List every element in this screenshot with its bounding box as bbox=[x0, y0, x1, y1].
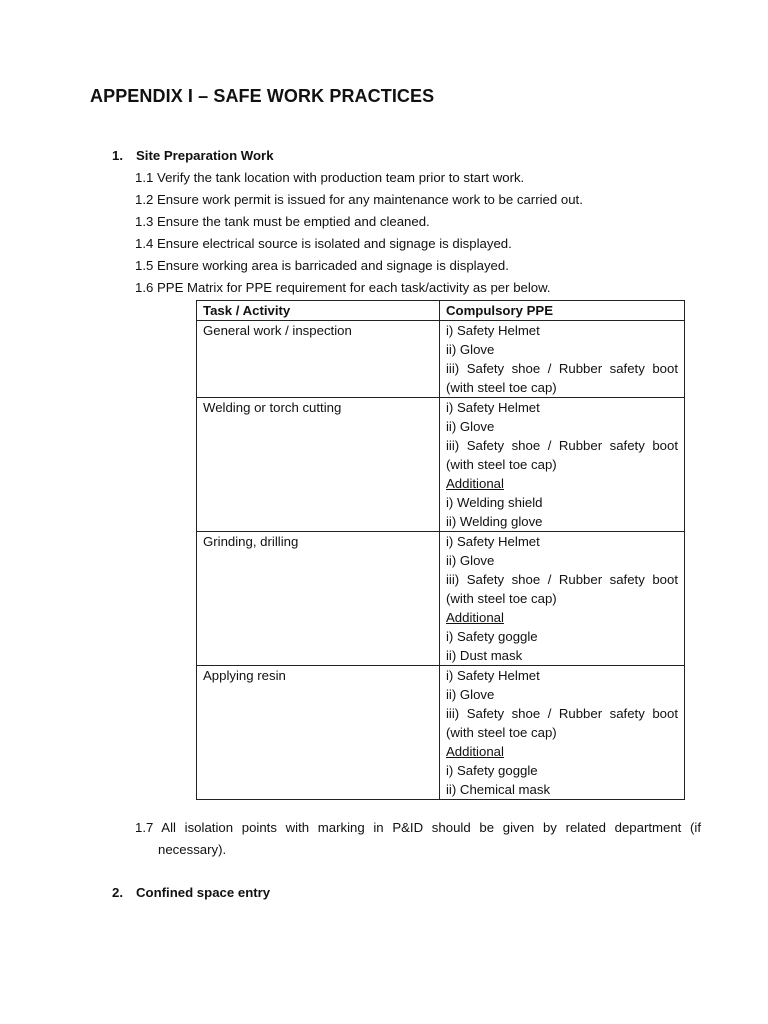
list-item-1-4: 1.4 Ensure electrical source is isolated and signage is displayed. bbox=[135, 236, 512, 251]
section-heading-confined-space bbox=[112, 885, 270, 900]
ppe-item: ii) Glove bbox=[446, 687, 495, 702]
section-heading-text: Site Preparation Work bbox=[136, 148, 274, 163]
additional-ppe-item: ii) Dust mask bbox=[446, 648, 523, 663]
task-cell: General work / inspection bbox=[197, 321, 440, 398]
additional-ppe-item: i) Welding shield bbox=[446, 495, 543, 510]
table-row bbox=[197, 666, 685, 800]
table-row bbox=[197, 532, 685, 666]
column-header-ppe: Compulsory PPE bbox=[440, 301, 685, 321]
column-header-task: Task / Activity bbox=[197, 301, 440, 321]
task-cell: Welding or torch cutting bbox=[197, 398, 440, 532]
ppe-item: iii) Safety shoe / Rubber safety boot bbox=[446, 706, 678, 721]
additional-label: Additional bbox=[446, 476, 504, 491]
ppe-cell bbox=[440, 532, 685, 666]
additional-label: Additional bbox=[446, 744, 504, 759]
table-header-row bbox=[197, 301, 685, 321]
ppe-item: (with steel toe cap) bbox=[446, 591, 557, 606]
ppe-item: ii) Glove bbox=[446, 553, 495, 568]
list-item-1-5: 1.5 Ensure working area is barricaded and signage is displayed. bbox=[135, 258, 509, 273]
ppe-item: ii) Glove bbox=[446, 419, 495, 434]
ppe-item: iii) Safety shoe / Rubber safety boot bbox=[446, 572, 678, 587]
section-number: 1. bbox=[112, 148, 123, 163]
page-title: APPENDIX I – SAFE WORK PRACTICES bbox=[90, 86, 435, 106]
list-item-1-7: 1.7 All isolation points with marking in P&ID should be given by related department (if necessary). bbox=[135, 820, 701, 857]
ppe-cell bbox=[440, 398, 685, 532]
section-number: 2. bbox=[112, 885, 123, 900]
ppe-matrix-table bbox=[196, 300, 685, 800]
additional-ppe-item: ii) Chemical mask bbox=[446, 782, 551, 797]
ppe-cell bbox=[440, 321, 685, 398]
ppe-item: (with steel toe cap) bbox=[446, 380, 557, 395]
ppe-item: iii) Safety shoe / Rubber safety boot bbox=[446, 361, 678, 376]
ppe-item: ii) Glove bbox=[446, 342, 495, 357]
table-row bbox=[197, 398, 685, 532]
ppe-item: i) Safety Helmet bbox=[446, 668, 540, 683]
list-item-1-1: 1.1 Verify the tank location with production team prior to start work. bbox=[135, 170, 525, 185]
table-row bbox=[197, 321, 685, 398]
section-heading-text: Confined space entry bbox=[136, 885, 271, 900]
task-cell: Applying resin bbox=[197, 666, 440, 800]
additional-ppe-item: i) Safety goggle bbox=[446, 629, 538, 644]
ppe-item: i) Safety Helmet bbox=[446, 400, 540, 415]
task-cell: Grinding, drilling bbox=[197, 532, 440, 666]
ppe-item: i) Safety Helmet bbox=[446, 323, 540, 338]
additional-ppe-item: ii) Welding glove bbox=[446, 514, 543, 529]
ppe-item: iii) Safety shoe / Rubber safety boot bbox=[446, 438, 678, 453]
list-item-1-2: 1.2 Ensure work permit is issued for any maintenance work to be carried out. bbox=[135, 192, 583, 207]
list-item-1-6: 1.6 PPE Matrix for PPE requirement for each task/activity as per below. bbox=[135, 280, 551, 295]
ppe-item: (with steel toe cap) bbox=[446, 725, 557, 740]
ppe-item: (with steel toe cap) bbox=[446, 457, 557, 472]
ppe-cell bbox=[440, 666, 685, 800]
ppe-item: i) Safety Helmet bbox=[446, 534, 540, 549]
section-heading-site-preparation bbox=[112, 148, 274, 163]
list-item-1-3: 1.3 Ensure the tank must be emptied and cleaned. bbox=[135, 214, 430, 229]
additional-label: Additional bbox=[446, 610, 504, 625]
additional-ppe-item: i) Safety goggle bbox=[446, 763, 538, 778]
